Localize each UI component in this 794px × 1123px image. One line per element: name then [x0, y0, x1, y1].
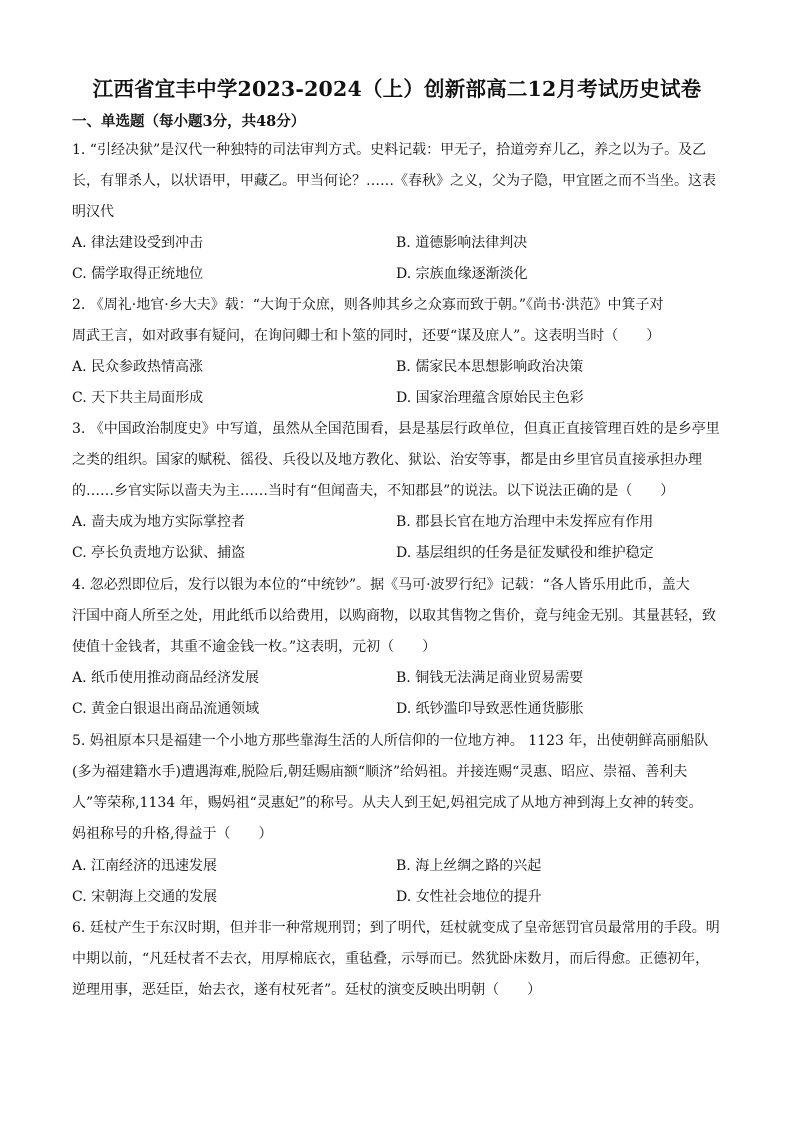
option-b[interactable]: B. 郡县长官在地方治理中未发挥应有作用 — [396, 514, 654, 530]
question-4-options — [72, 663, 722, 725]
question-line: 妈祖称号的升格,得益于（ ） — [72, 826, 273, 842]
question-line: 的……乡官实际以啬夫为主……当时有“但闻啬夫，不知郡县”的说法。以下说法正确的是（ ） — [72, 483, 675, 499]
option-b[interactable]: B. 道德影响法律判决 — [396, 235, 528, 251]
option-a[interactable]: A. 民众参政热情高涨 — [72, 359, 204, 375]
question-3 — [72, 414, 722, 507]
option-d[interactable]: D. 基层组织的任务是征发赋役和维护稳定 — [396, 545, 654, 561]
question-6 — [72, 913, 722, 1006]
option-c[interactable]: C. 儒学取得正统地位 — [72, 266, 204, 282]
question-line: (多为福建籍水手)遭遇海难,脱险后,朝廷赐庙额“顺济”给妈祖。并接连赐“灵惠、昭应、崇福、善利夫 — [72, 764, 688, 780]
option-b[interactable]: B. 海上丝绸之路的兴起 — [396, 858, 542, 874]
question-1-options — [72, 228, 722, 290]
option-b[interactable]: B. 儒家民本思想影响政治决策 — [396, 359, 584, 375]
option-d[interactable]: D. 宗族血缘逐渐淡化 — [396, 266, 528, 282]
option-a[interactable]: A. 江南经济的迅速发展 — [72, 858, 218, 874]
option-d[interactable]: D. 国家治理蕴含原始民主色彩 — [396, 390, 584, 406]
question-line: 汗国中商人所至之处，用此纸币以给费用，以购商物，以取其售物之售价，竟与纯金无别。其量甚轻，致 — [72, 608, 716, 624]
option-d[interactable]: D. 女性社会地位的提升 — [396, 889, 542, 905]
option-b[interactable]: B. 铜钱无法满足商业贸易需要 — [396, 670, 584, 686]
option-c[interactable]: C. 宋朝海上交通的发展 — [72, 889, 218, 905]
option-a[interactable]: A. 纸币使用推动商品经济发展 — [72, 670, 260, 686]
question-line: 2. 《周礼·地官·乡大夫》载：“大询于众庶，则各帅其乡之众寡而致于朝。”《尚书·洪范》中箕子对 — [72, 297, 664, 313]
question-3-options — [72, 507, 722, 569]
page-title: 江西省宜丰中学2023-2024（上）创新部高二12月考试历史试卷 — [92, 77, 702, 101]
option-c[interactable]: C. 亭长负责地方讼狱、捕盗 — [72, 545, 246, 561]
option-c[interactable]: C. 天下共主局面形成 — [72, 390, 204, 406]
option-a[interactable]: A. 律法建设受到冲击 — [72, 235, 204, 251]
question-4 — [72, 570, 722, 663]
question-line: 1. “引经决狱”是汉代一种独特的司法审判方式。史料记载：甲无子，拾道旁弃儿乙，养之以为子。及乙 — [72, 142, 707, 158]
question-line: 4. 忽必烈即位后，发行以银为本位的“中统钞”。据《马可·波罗行纪》记载：“各人皆乐用此币，盖大 — [72, 577, 690, 593]
section-heading: 一、单选题（每小题3分，共48分） — [72, 113, 306, 130]
question-line: 6. 廷杖产生于东汉时期，但并非一种常规刑罚；到了明代，廷杖就变成了皇帝惩罚官员最常用的手段。明 — [72, 920, 720, 936]
question-line: 人”等荣称,1134 年，赐妈祖“灵惠妃”的称号。从夫人到王妃,妈祖完成了从地方神到海上女神的转变。 — [72, 795, 703, 811]
question-line: 周武王言，如对政事有疑问，在询问卿士和卜筮的同时，还要“谋及庶人”。这表明当时（ ） — [72, 328, 661, 344]
question-2-options — [72, 352, 722, 414]
question-line: 长，有罪杀人，以状语甲，甲藏乙。甲当何论？……《春秋》之义，父为子隐，甲宜匿之而不当坐。这表 — [72, 173, 716, 189]
question-line: 5. 妈祖原本只是福建一个小地方那些靠海生活的人所信仰的一位地方神。 1123 年，出使朝鲜高丽船队 — [72, 733, 709, 749]
question-5 — [72, 726, 722, 850]
question-line: 之类的组织。国家的赋税、徭役、兵役以及地方教化、狱讼、治安等事，都是由乡里官员直接承担办理 — [72, 452, 702, 468]
option-a[interactable]: A. 啬夫成为地方实际掌控者 — [72, 514, 246, 530]
option-d[interactable]: D. 纸钞滥印导致恶性通货膨胀 — [396, 701, 584, 717]
question-5-options — [72, 851, 722, 913]
question-line: 明汉代 — [72, 204, 114, 220]
question-1 — [72, 135, 722, 228]
question-2 — [72, 290, 722, 352]
question-line: 使值十金钱者，其重不逾金钱一枚。”这表明，元初（ ） — [72, 639, 437, 655]
option-c[interactable]: C. 黄金白银退出商品流通领域 — [72, 701, 260, 717]
question-line: 3. 《中国政治制度史》中写道，虽然从全国范围看，县是基层行政单位，但真正直接管理百姓的是乡亭里 — [72, 421, 720, 437]
question-line: 逆理用事，恶廷臣，始去衣，遂有杖死者”。廷杖的演变反映出明朝（ ） — [72, 982, 542, 998]
question-line: 中期以前，“凡廷杖者不去衣，用厚棉底衣，重毡叠，示辱而已。然犹卧床数月，而后得愈。正德初年， — [72, 951, 710, 967]
